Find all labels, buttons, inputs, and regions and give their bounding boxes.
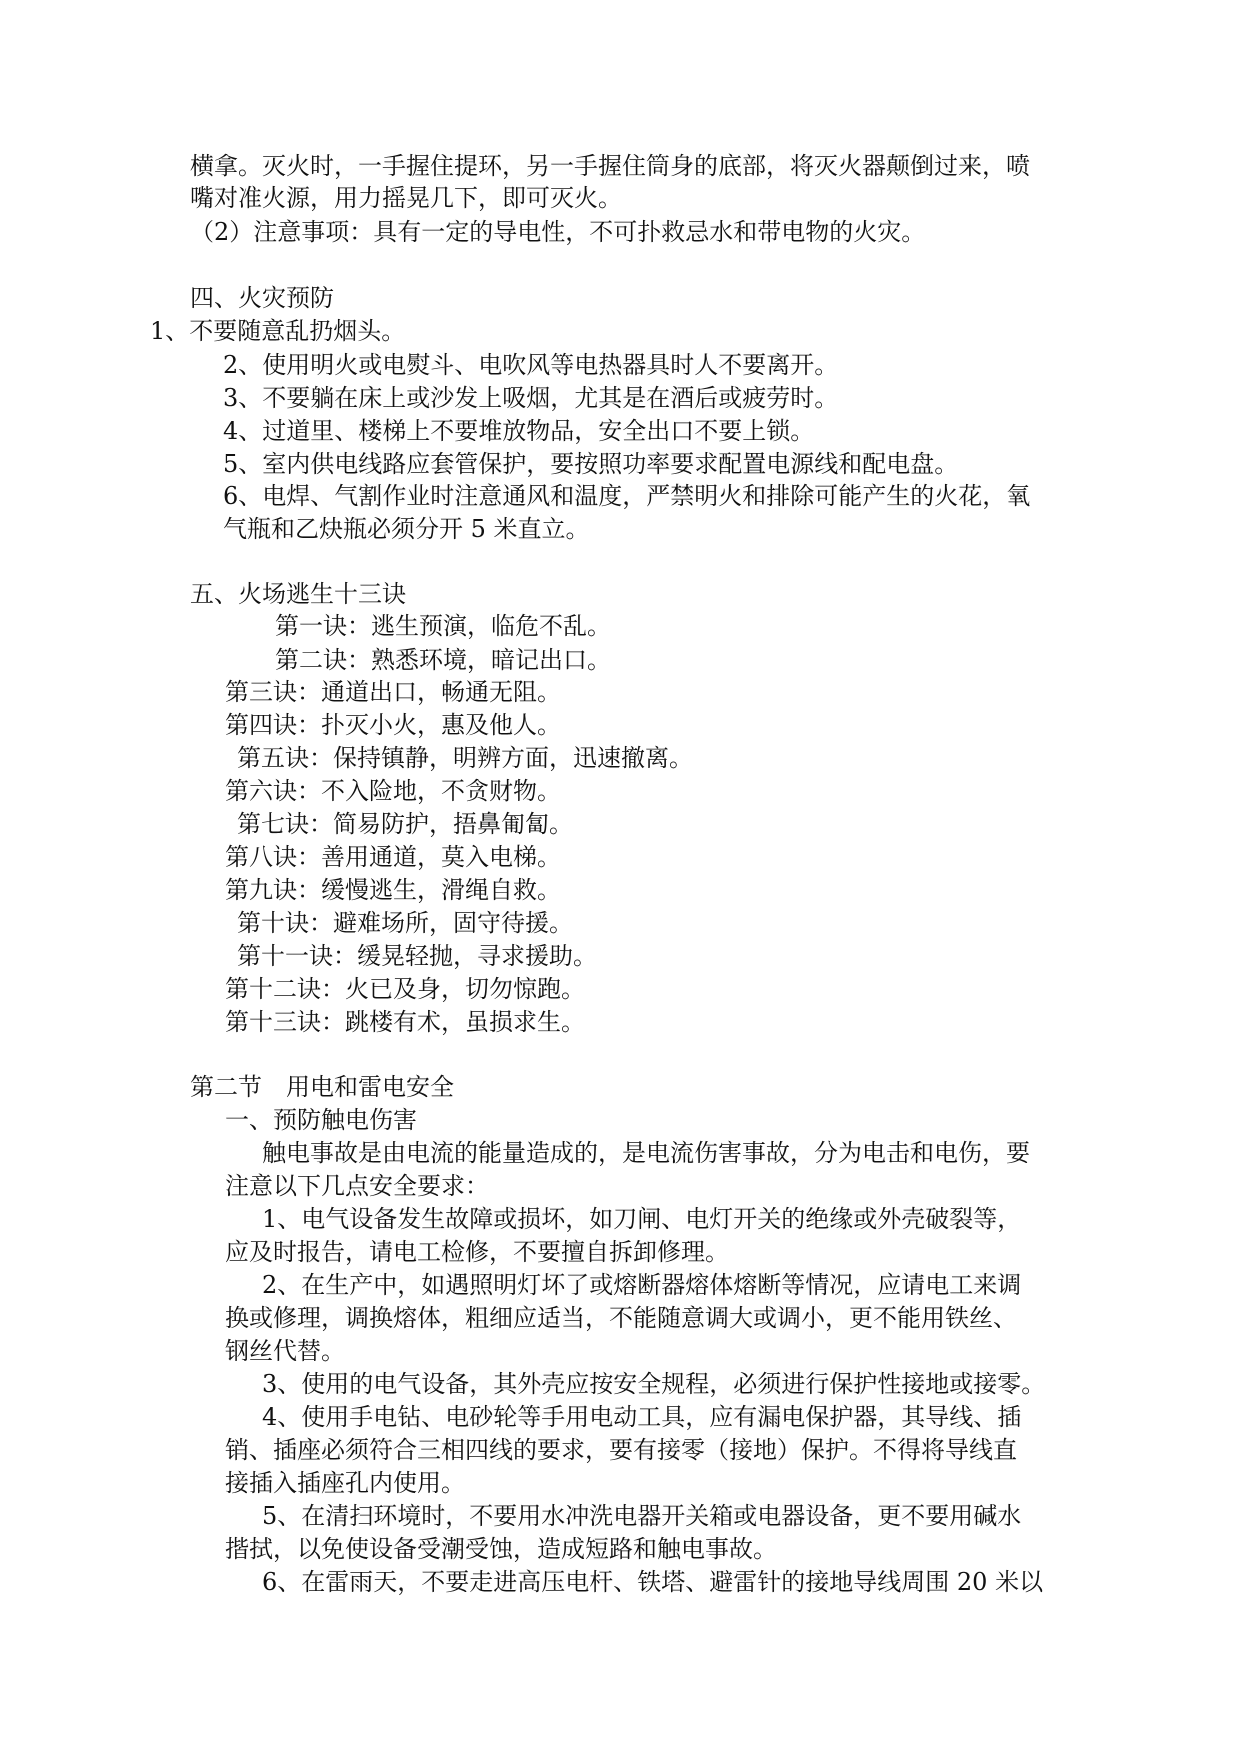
section-heading: 五、火场逃生十三诀 xyxy=(190,580,406,608)
list-item: 第六诀：不入险地，不贪财物。 xyxy=(225,777,561,805)
list-item: 5、室内供电线路应套管保护，要按照功率要求配置电源线和配电盘。 xyxy=(223,450,959,478)
paragraph-line: 注意以下几点安全要求： xyxy=(225,1172,489,1200)
list-item: 第四诀：扑灭小火，惠及他人。 xyxy=(225,711,561,739)
list-item: 第八诀：善用通道，莫入电梯。 xyxy=(225,843,561,871)
text-line: 嘴对准火源，用力摇晃几下，即可灭火。 xyxy=(190,184,622,212)
list-item-continuation: 气瓶和乙炔瓶必须分开 5 米直立。 xyxy=(223,515,590,543)
paragraph-line: 1、电气设备发生故障或损坏，如刀闸、电灯开关的绝缘或外壳破裂等， xyxy=(262,1205,1022,1233)
list-item: 第十诀：避难场所，固守待援。 xyxy=(237,909,573,937)
text-line: （2）注意事项：具有一定的导电性，不可扑救忌水和带电物的火灾。 xyxy=(190,218,926,246)
list-item: 第十一诀：缓晃轻抛，寻求援助。 xyxy=(237,942,597,970)
paragraph-line: 4、使用手电钻、电砂轮等手用电动工具，应有漏电保护器，其导线、插 xyxy=(262,1403,1022,1431)
list-item: 第二诀：熟悉环境，暗记出口。 xyxy=(275,646,611,674)
list-item: 第九诀：缓慢逃生，滑绳自救。 xyxy=(225,876,561,904)
list-item: 第五诀：保持镇静，明辨方面，迅速撤离。 xyxy=(237,744,693,772)
list-item: 6、电焊、气割作业时注意通风和温度，严禁明火和排除可能产生的火花，氧 xyxy=(223,482,1031,510)
paragraph-line: 销、插座必须符合三相四线的要求，要有接零（接地）保护。不得将导线直 xyxy=(225,1436,1017,1464)
paragraph-line: 6、在雷雨天，不要走进高压电杆、铁塔、避雷针的接地导线周围 20 米以 xyxy=(262,1568,1044,1596)
text-line: 横拿。灭火时，一手握住提环，另一手握住筒身的底部，将灭火器颠倒过来，喷 xyxy=(190,152,1030,180)
list-item: 3、不要躺在床上或沙发上吸烟，尤其是在酒后或疲劳时。 xyxy=(223,384,839,412)
paragraph-line: 接插入插座孔内使用。 xyxy=(225,1469,465,1497)
list-item: 第十二诀：火已及身，切勿惊跑。 xyxy=(225,975,585,1003)
list-item: 第十三诀：跳楼有术，虽损求生。 xyxy=(225,1008,585,1036)
paragraph-line: 2、在生产中，如遇照明灯坏了或熔断器熔体熔断等情况，应请电工来调 xyxy=(262,1271,1022,1299)
paragraph-line: 钢丝代替。 xyxy=(225,1337,345,1365)
section-heading: 四、火灾预防 xyxy=(190,284,334,312)
list-item: 第一诀：逃生预演，临危不乱。 xyxy=(275,612,611,640)
list-item: 第三诀：通道出口，畅通无阻。 xyxy=(225,678,561,706)
list-item: 4、过道里、楼梯上不要堆放物品，安全出口不要上锁。 xyxy=(223,417,815,445)
paragraph-line: 换或修理，调换熔体，粗细应适当，不能随意调大或调小，更不能用铁丝、 xyxy=(225,1304,1017,1332)
paragraph-line: 3、使用的电气设备，其外壳应按安全规程，必须进行保护性接地或接零。 xyxy=(262,1370,1046,1398)
chapter-heading: 第二节 用电和雷电安全 xyxy=(190,1073,454,1101)
paragraph-line: 触电事故是由电流的能量造成的，是电流伤害事故，分为电击和电伤，要 xyxy=(262,1139,1030,1167)
list-item: 第七诀：简易防护，捂鼻匍匐。 xyxy=(237,810,573,838)
section-heading: 一、预防触电伤害 xyxy=(225,1106,417,1134)
paragraph-line: 5、在清扫环境时，不要用水冲洗电器开关箱或电器设备，更不要用碱水 xyxy=(262,1502,1022,1530)
list-item: 1、不要随意乱扔烟头。 xyxy=(150,317,406,345)
paragraph-line: 揩拭，以免使设备受潮受蚀，造成短路和触电事故。 xyxy=(225,1535,777,1563)
paragraph-line: 应及时报告，请电工检修，不要擅自拆卸修理。 xyxy=(225,1238,729,1266)
list-item: 2、使用明火或电熨斗、电吹风等电热器具时人不要离开。 xyxy=(223,351,839,379)
